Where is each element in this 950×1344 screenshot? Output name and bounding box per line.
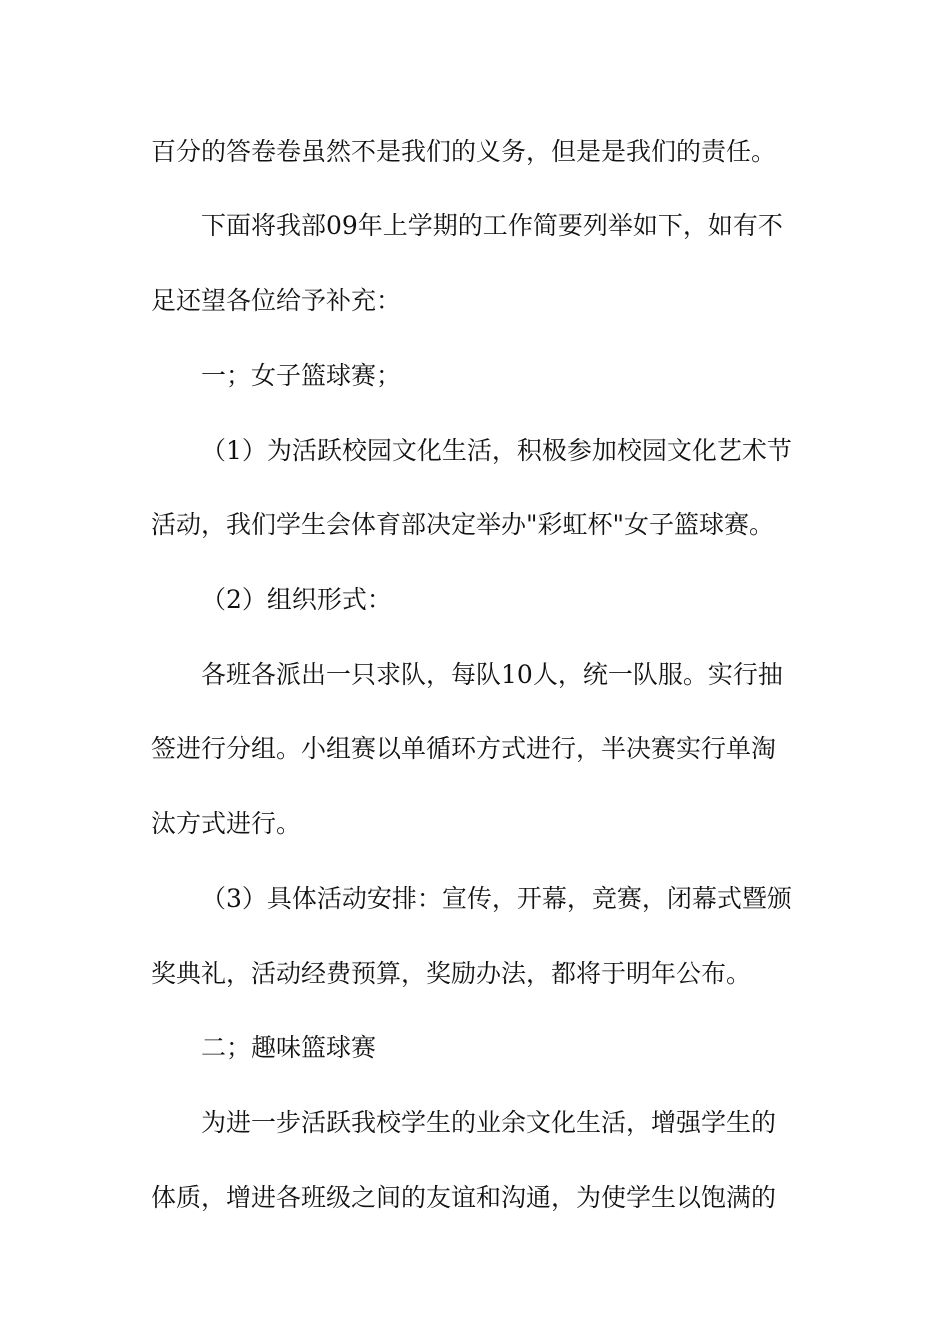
text-line-10: 汰方式进行。 — [151, 809, 302, 838]
text-line-14: 为进一步活跃我校学生的业余文化生活，增强学生的 — [201, 1108, 777, 1137]
text-line-1: 百分的答卷卷虽然不是我们的义务，但是是我们的责任。 — [151, 137, 777, 166]
text-line-11: （3）具体活动安排：宣传，开幕，竞赛，闭幕式暨颁 — [201, 884, 792, 913]
section-heading-2: 二；趣味篮球赛 — [201, 1033, 377, 1062]
text-line-7: （2）组织形式： — [201, 585, 392, 614]
text-line-9: 签进行分组。小组赛以单循环方式进行，半决赛实行单淘 — [151, 734, 777, 763]
text-line-6: 活动，我们学生会体育部决定举办"彩虹杯"女子篮球赛。 — [151, 510, 775, 539]
text-line-5: （1）为活跃校园文化生活，积极参加校园文化艺术节 — [201, 436, 792, 465]
section-heading-1: 一；女子篮球赛； — [201, 361, 402, 390]
text-line-3: 足还望各位给予补充： — [151, 286, 402, 315]
text-line-2: 下面将我部09年上学期的工作简要列举如下，如有不 — [201, 211, 783, 240]
text-line-15: 体质，增进各班级之间的友谊和沟通，为使学生以饱满的 — [151, 1183, 777, 1212]
text-line-12: 奖典礼，活动经费预算，奖励办法，都将于明年公布。 — [151, 959, 752, 988]
text-line-8: 各班各派出一只求队，每队10人，统一队服。实行抽 — [201, 660, 783, 689]
